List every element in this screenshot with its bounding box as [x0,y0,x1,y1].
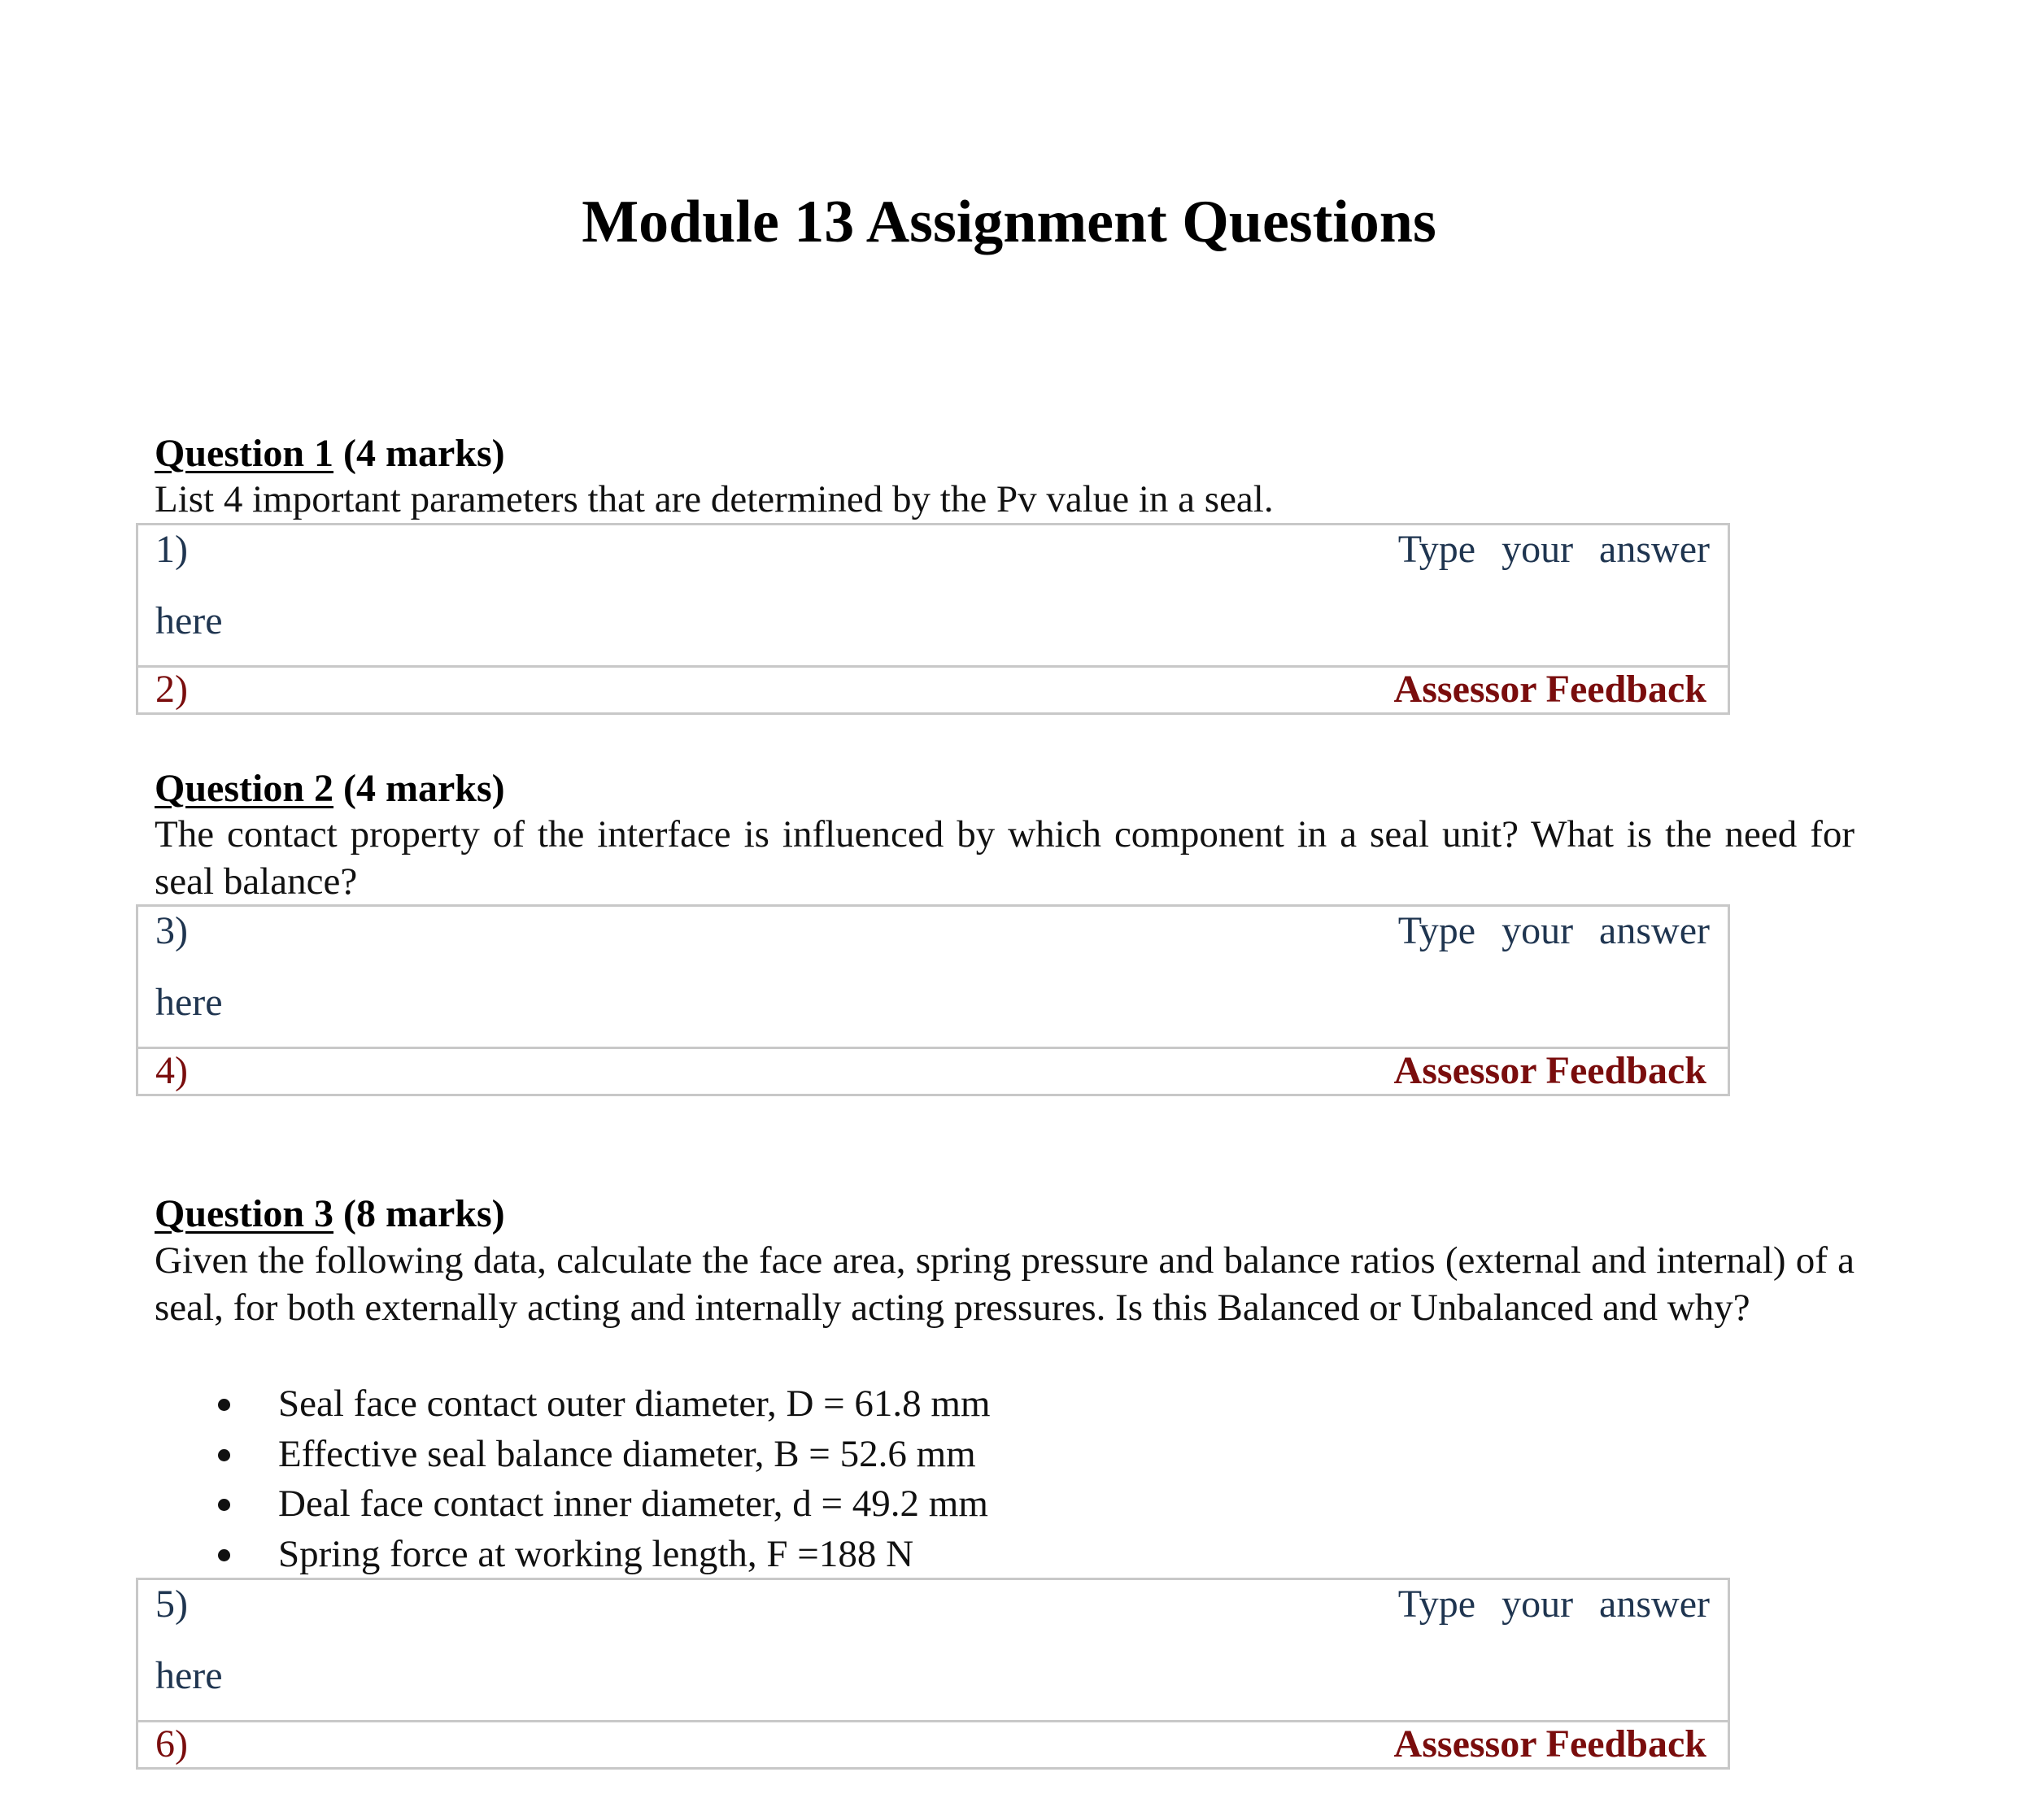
question-2-text: The contact property of the interface is influenced by which component in a seal unit? What is the need for seal balance? [155,813,1855,903]
list-item [155,1479,991,1530]
question-1-heading [155,429,505,478]
answer-number: 5) [155,1583,188,1626]
question-3-marks: (8 marks) [343,1192,505,1235]
bullet-icon [218,1399,230,1411]
question-2-answer-field[interactable] [138,907,1728,1049]
question-2-marks: (4 marks) [343,767,505,810]
feedback-number: 4) [155,1049,188,1092]
question-2-feedback-field[interactable] [138,1049,1728,1094]
page-title: Module 13 Assignment Questions [582,189,1436,255]
question-3-data-list [155,1379,991,1579]
question-3-label: Question 3 [155,1192,334,1235]
question-1-marks: (4 marks) [343,432,505,475]
answer-placeholder: Type your answer [1397,909,1710,952]
question-2-answer-box [136,904,1730,1096]
answer-placeholder-continued: here [155,1654,223,1697]
question-3-answer-box [136,1578,1730,1770]
question-1-answer-field[interactable] [138,525,1728,668]
list-item-text: Spring force at working length, F =188 N [278,1532,914,1575]
bullet-icon [218,1549,230,1561]
question-1-label: Question 1 [155,432,334,475]
list-item [155,1379,991,1430]
assessor-feedback-label: Assessor Feedback [1393,668,1706,711]
list-item-text: Deal face contact inner diameter, d = 49.2 mm [278,1483,988,1525]
list-item-text: Seal face contact outer diameter, D = 61.8 mm [278,1382,991,1425]
question-2-label: Question 2 [155,767,334,810]
answer-number: 3) [155,909,188,952]
feedback-number: 6) [155,1722,188,1766]
answer-placeholder-continued: here [155,599,223,642]
assessor-feedback-label: Assessor Feedback [1393,1722,1706,1766]
question-3-answer-field[interactable] [138,1580,1728,1722]
question-1-feedback-field[interactable] [138,668,1728,712]
assessor-feedback-label: Assessor Feedback [1393,1049,1706,1092]
list-item-text: Effective seal balance diameter, B = 52.6 mm [278,1432,976,1475]
answer-number: 1) [155,528,188,571]
feedback-number: 2) [155,668,188,711]
bullet-icon [218,1449,230,1461]
question-2-heading [155,764,505,813]
question-3-heading [155,1190,505,1239]
question-1-answer-box [136,523,1730,715]
list-item [155,1530,991,1580]
answer-placeholder: Type your answer [1397,528,1710,571]
question-3-feedback-field[interactable] [138,1722,1728,1767]
question-3-text: Given the following data, calculate the face area, spring pressure and balance ratios (external and internal) of a seal, for both externally acting and internally acting pressures. Is this Balanced or Unbalanced and why? [155,1239,1855,1329]
question-1-text: List 4 important parameters that are determined by the Pv value in a seal. [155,478,1274,520]
answer-placeholder: Type your answer [1397,1583,1710,1626]
answer-placeholder-continued: here [155,981,223,1024]
bullet-icon [218,1499,230,1511]
list-item [155,1430,991,1480]
